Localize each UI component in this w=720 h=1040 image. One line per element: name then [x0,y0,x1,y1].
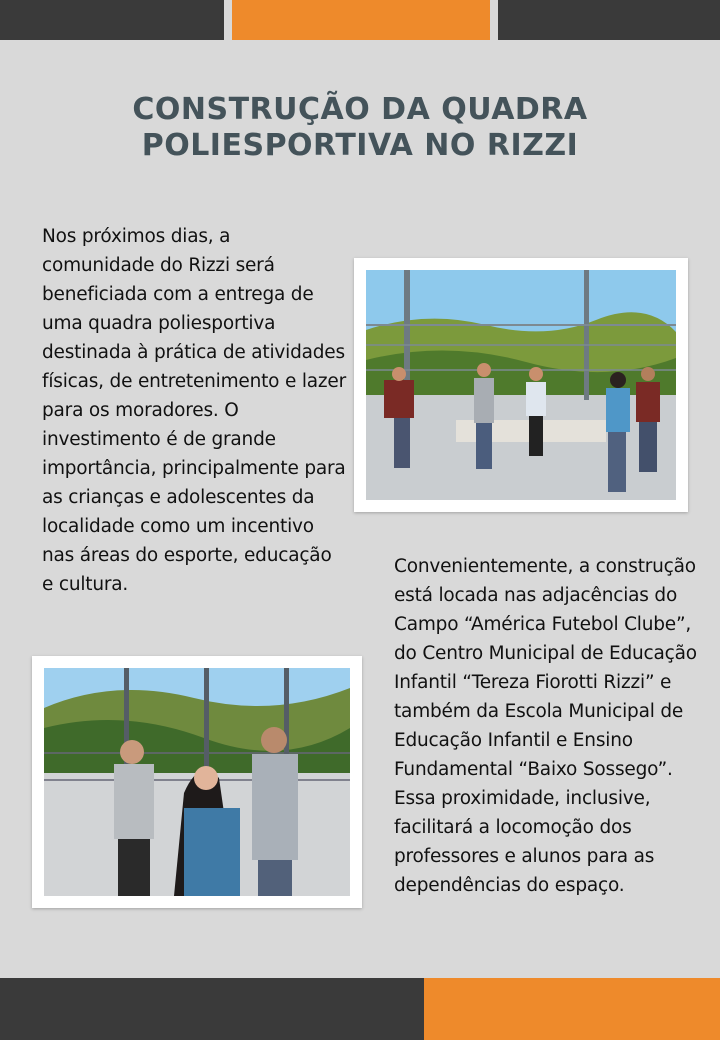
paragraph-intro: Nos próximos dias, a comunidade do Rizzi será beneficiada com a entrega de uma quadra poliesportiva destinada à prática de atividades físicas, de entretenimento e lazer para os moradores. O investimento é de grande importância, principalmente para as crianças e adolescentes da localidade como um incentivo nas áreas do esporte, educação e cultura. [42,226,347,595]
top-bar-right [498,0,720,40]
page-title [60,92,660,164]
title-line-1: CONSTRUÇÃO DA QUADRA [132,92,588,127]
top-bar-accent [232,0,490,40]
photo-court-visit [32,656,362,908]
top-bar-left [0,0,224,40]
title-line-2: POLIESPORTIVA NO RIZZI [141,128,579,163]
bottom-bar-accent [424,978,720,1040]
bottom-bar-left [0,978,424,1040]
paragraph-location: Convenientemente, a construção está locada nas adjacências do Campo “América Futebol Clube”, do Centro Municipal de Educação Infantil “Tereza Fiorotti Rizzi” e também da Escola Municipal de Educação Infantil e Ensino Fundamental “Baixo Sossego”. Essa proximidade, inclusive, facilitará a locomoção dos professores e alunos para as dependências do espaço. [394,556,697,896]
court-visit-image [44,668,350,896]
photo-court-group [354,258,688,512]
court-group-image [366,270,676,500]
